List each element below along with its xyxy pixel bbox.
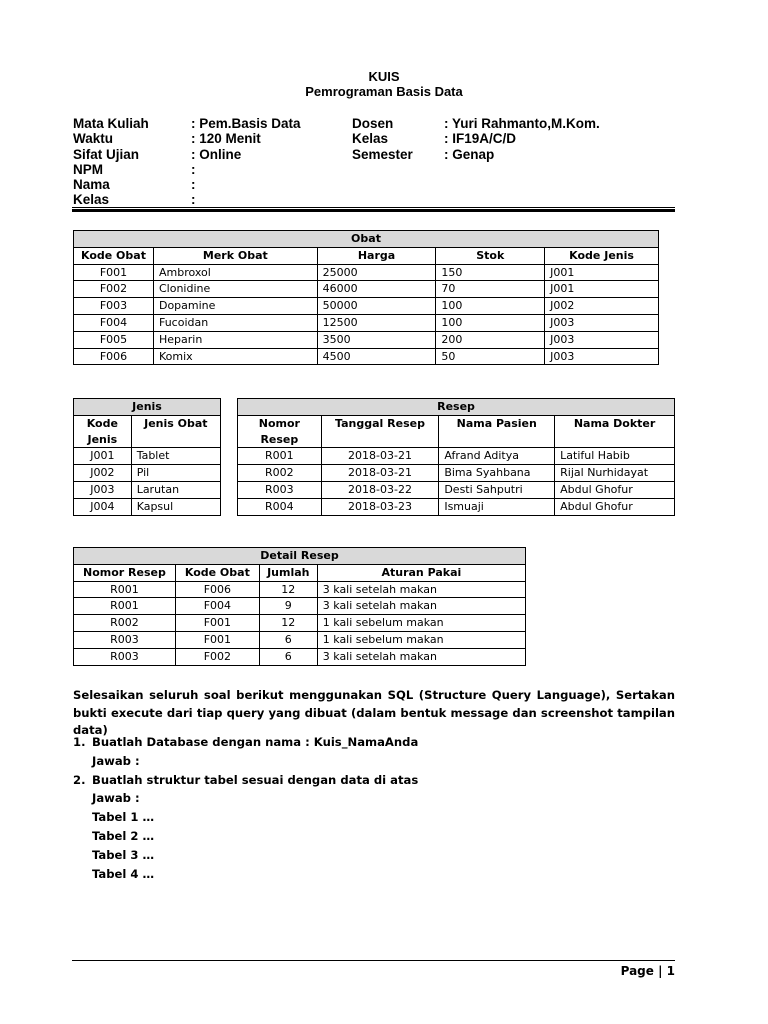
table-placeholder: Tabel 2 … [92, 828, 155, 843]
cell: J003 [545, 331, 659, 348]
table-resep [237, 398, 675, 516]
cell: 50 [436, 348, 545, 365]
cell: J001 [545, 281, 659, 298]
column-header: Tanggal Resep [321, 415, 439, 448]
cell: R001 [74, 598, 176, 615]
cell: 4500 [317, 348, 436, 365]
column-header: Nomor Resep [238, 415, 322, 448]
cell: 6 [259, 648, 317, 665]
header-left-labels [73, 116, 149, 208]
value-npm: : [191, 161, 196, 177]
cell: R003 [74, 631, 176, 648]
cell: Abdul Ghofur [555, 481, 675, 498]
table-row [74, 648, 526, 665]
answer-label: Jawab : [92, 791, 140, 806]
table-row [74, 314, 659, 331]
cell: Desti Sahputri [439, 481, 555, 498]
header-left-values [191, 116, 301, 208]
table-caption: Resep [238, 399, 675, 416]
footer-divider [72, 960, 675, 961]
cell: 3 kali setelah makan [317, 598, 525, 615]
table-obat [73, 230, 659, 365]
cell: Dopamine [153, 298, 317, 315]
cell: F001 [74, 264, 154, 281]
cell: Tablet [131, 448, 220, 465]
cell: 2018-03-22 [321, 481, 439, 498]
label-npm: NPM [73, 161, 103, 177]
cell: 3 kali setelah makan [317, 581, 525, 598]
doc-title: KUIS [368, 69, 400, 84]
label-kelas: Kelas [73, 192, 110, 208]
table-row [74, 481, 221, 498]
column-header: Stok [436, 247, 545, 264]
header-right-values [444, 116, 600, 162]
cell: 6 [259, 631, 317, 648]
cell: J003 [74, 481, 132, 498]
cell: R001 [238, 448, 322, 465]
cell: Latiful Habib [555, 448, 675, 465]
question-number: 2. [73, 772, 86, 787]
cell: Clonidine [153, 281, 317, 298]
cell: F002 [74, 281, 154, 298]
cell: F001 [175, 631, 259, 648]
label-dosen: Dosen [352, 116, 394, 131]
label-kelas-dosen: Kelas [352, 131, 389, 147]
cell: 70 [436, 281, 545, 298]
table-placeholder: Tabel 4 … [92, 866, 155, 881]
value-sifat-ujian: : Online [191, 146, 242, 162]
cell: J003 [545, 348, 659, 365]
cell: 12 [259, 581, 317, 598]
table-row [74, 615, 526, 632]
column-header: Kode Jenis [545, 247, 659, 264]
cell: Larutan [131, 481, 220, 498]
page-number: Page | 1 [620, 964, 675, 978]
label-semester: Semester [352, 146, 413, 162]
question-text: Buatlah Database dengan nama : Kuis_NamaAnda [92, 735, 419, 749]
cell: 3500 [317, 331, 436, 348]
cell: Abdul Ghofur [555, 498, 675, 515]
label-waktu: Waktu [73, 131, 113, 147]
label-sifat-ujian: Sifat Ujian [73, 146, 140, 162]
table-row [74, 331, 659, 348]
table-row [238, 448, 675, 465]
column-header: Merk Obat [153, 247, 317, 264]
cell: Ambroxol [153, 264, 317, 281]
cell: R002 [74, 615, 176, 632]
column-header: Harga [317, 247, 436, 264]
cell: F001 [175, 615, 259, 632]
table-caption: Detail Resep [74, 548, 526, 565]
cell: F006 [175, 581, 259, 598]
cell: R004 [238, 498, 322, 515]
cell: Rijal Nurhidayat [555, 465, 675, 482]
table-row [74, 264, 659, 281]
table-row [74, 298, 659, 315]
cell: Fucoidan [153, 314, 317, 331]
cell: J002 [545, 298, 659, 315]
table-row [74, 465, 221, 482]
cell: F003 [74, 298, 154, 315]
column-header: Jumlah [259, 564, 317, 581]
value-nama: : [191, 177, 196, 193]
column-header: Nama Pasien [439, 415, 555, 448]
cell: 3 kali setelah makan [317, 648, 525, 665]
table-jenis [73, 398, 221, 516]
column-header: Aturan Pakai [317, 564, 525, 581]
value-semester: : Genap [444, 146, 495, 162]
header-divider-thin [72, 207, 675, 208]
column-header: Nama Dokter [555, 415, 675, 448]
cell: J003 [545, 314, 659, 331]
table-row [74, 581, 526, 598]
table-row [74, 448, 221, 465]
value-dosen: : Yuri Rahmanto,M.Kom. [444, 116, 600, 131]
cell: R002 [238, 465, 322, 482]
cell: J001 [545, 264, 659, 281]
value-kelas: : [191, 192, 196, 208]
instructions-paragraph: Selesaikan seluruh soal berikut menggunakan SQL (Structure Query Language), Sertakan bukti execute dari tiap query yang dibuat (dalam bentuk message dan screenshot tampilan data) [73, 688, 675, 737]
cell: 46000 [317, 281, 436, 298]
cell: 50000 [317, 298, 436, 315]
cell: 2018-03-23 [321, 498, 439, 515]
table-row [74, 598, 526, 615]
cell: R001 [74, 581, 176, 598]
cell: 100 [436, 298, 545, 315]
cell: F004 [175, 598, 259, 615]
table-caption: Obat [74, 231, 659, 248]
question-text: Buatlah struktur tabel sesuai dengan data di atas [92, 772, 419, 787]
doc-subtitle: Pemrograman Basis Data [305, 84, 463, 99]
cell: F002 [175, 648, 259, 665]
value-waktu: : 120 Menit [191, 131, 261, 147]
table-row [74, 281, 659, 298]
cell: Pil [131, 465, 220, 482]
cell: 25000 [317, 264, 436, 281]
cell: Ismuaji [439, 498, 555, 515]
cell: Heparin [153, 331, 317, 348]
cell: J001 [74, 448, 132, 465]
cell: 1 kali sebelum makan [317, 631, 525, 648]
cell: F005 [74, 331, 154, 348]
header-right-labels [352, 116, 413, 162]
column-header: Kode Obat [175, 564, 259, 581]
cell: 9 [259, 598, 317, 615]
column-header: Jenis Obat [131, 415, 220, 448]
cell: Kapsul [131, 498, 220, 515]
table-row [238, 481, 675, 498]
table-placeholder: Tabel 1 … [92, 810, 155, 825]
header-divider-thick [72, 209, 675, 212]
table-row [74, 348, 659, 365]
column-header: Nomor Resep [74, 564, 176, 581]
table-row [238, 498, 675, 515]
table-row [74, 631, 526, 648]
cell: Bima Syahbana [439, 465, 555, 482]
cell: R003 [238, 481, 322, 498]
table-caption: Jenis [74, 399, 221, 416]
column-header: Kode Jenis [74, 415, 132, 448]
cell: Afrand Aditya [439, 448, 555, 465]
table-detail-resep [73, 547, 526, 666]
label-nama: Nama [73, 177, 110, 193]
answer-label: Jawab : [92, 753, 140, 768]
value-mata-kuliah: : Pem.Basis Data [191, 116, 301, 131]
value-kelas-dosen: : IF19A/C/D [444, 131, 517, 147]
cell: 2018-03-21 [321, 448, 439, 465]
cell: 2018-03-21 [321, 465, 439, 482]
table-placeholder: Tabel 3 … [92, 847, 155, 862]
cell: R003 [74, 648, 176, 665]
table-row [238, 465, 675, 482]
cell: F006 [74, 348, 154, 365]
cell: 100 [436, 314, 545, 331]
cell: F004 [74, 314, 154, 331]
cell: J002 [74, 465, 132, 482]
table-row [74, 498, 221, 515]
column-header: Kode Obat [74, 247, 154, 264]
question-number: 1. [73, 735, 86, 749]
label-mata-kuliah: Mata Kuliah [73, 116, 149, 131]
cell: 200 [436, 331, 545, 348]
cell: 12 [259, 615, 317, 632]
cell: 1 kali sebelum makan [317, 615, 525, 632]
cell: J004 [74, 498, 132, 515]
questions-list [73, 733, 418, 883]
cell: 150 [436, 264, 545, 281]
cell: Komix [153, 348, 317, 365]
cell: 12500 [317, 314, 436, 331]
